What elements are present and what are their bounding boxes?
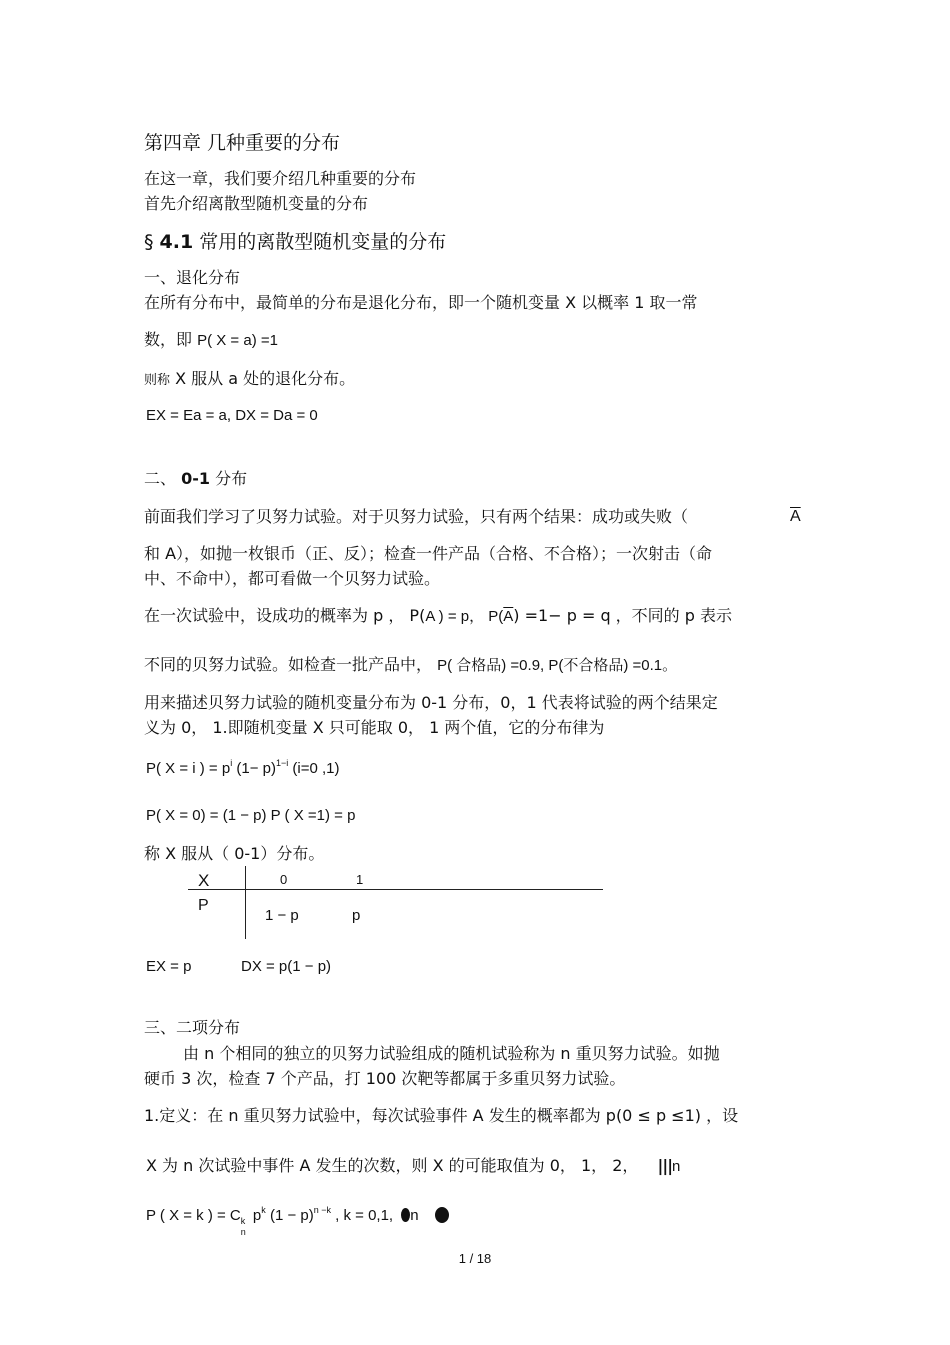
table-row2-label: P (198, 897, 209, 914)
binomial-p1-line-1: 由 n 个相同的独立的贝努力试验组成的随机试验称为 n 重贝努力试验。如抛 (183, 1044, 720, 1063)
def-line-2-text: X 为 n 次试验中事件 A 发生的次数，则 X 的可能取值为 0， 1， 2， (146, 1156, 639, 1175)
pmf-sup-i: i (230, 758, 233, 768)
zero-one-p1-line-2: 和 A），如抛一枚银币（正、反）；检查一件产品（合格、不合格）；一次射击（命 (144, 544, 713, 563)
zero-one-p2-line-2 (144, 655, 677, 676)
a-bar-symbol: $\overline{A}$ (790, 508, 801, 525)
p2-A: A (425, 608, 435, 625)
zero-one-expectation: EX = p (146, 958, 192, 975)
intro-line-1: 在这一章，我们要介绍几种重要的分布 (144, 169, 417, 188)
zero-one-variance: DX = p(1 − p) (241, 958, 332, 975)
degenerate-line-2 (144, 330, 278, 351)
p2-text-c: ) =1− p = q ，不同的 p 表示 (513, 606, 733, 625)
section-symbol: § (144, 231, 160, 253)
p2-A-bar: $\overline{A}$ (503, 608, 514, 625)
zero-one-p4: 称 X 服从（ 0-1）分布。 (144, 844, 325, 863)
pmf-c: (i=0 ,1) (288, 760, 340, 777)
ellipsis-dot-icon (401, 1208, 410, 1222)
zero-one-heading-prefix: 二、 (144, 469, 182, 488)
binomial-def-line-2 (146, 1156, 680, 1177)
binomial-pmf-formula (146, 1205, 449, 1237)
degenerate-formula: EX = Ea = a, DX = Da = 0 (146, 407, 318, 424)
degenerate-heading: 一、退化分布 (144, 268, 241, 287)
p2-text-a: 在一次试验中，设成功的概率为 p ， P( (144, 606, 426, 625)
ellipsis-dot-icon-2 (435, 1207, 449, 1223)
pmf-a: P( X = i ) = p (146, 760, 231, 777)
bpmf-sup-nk: n −k (313, 1205, 331, 1215)
pmf-formula (146, 759, 340, 779)
table-vline (245, 866, 246, 939)
table-row1-value-1: 1 (356, 872, 364, 887)
zero-one-heading-bold: 0-1 (181, 469, 210, 488)
pmf-sup-exp: 1−i (275, 758, 289, 768)
p2-line-2-text: 不同的贝努力试验。如检查一批产品中， (144, 655, 438, 674)
table-hline (188, 889, 603, 890)
def-line-2-end: n (672, 1158, 681, 1175)
page-number: 1 / 18 (458, 1251, 492, 1266)
section-heading (144, 230, 446, 254)
ellipsis-bars-icon: ||| (657, 1156, 673, 1175)
bpmf-c: (1 − p) (265, 1207, 314, 1224)
bpmf-a: P ( X = k ) = C (146, 1207, 241, 1224)
zero-one-p1-line-1: 前面我们学习了贝努力试验。对于贝努力试验，只有两个结果：成功或失败（ (144, 507, 689, 526)
binomial-p1-line-2: 硬币 3 次，检查 7 个产品，打 100 次靶等都属于多重贝努力试验。 (144, 1069, 626, 1088)
degenerate-line-3-small: 则称 (144, 373, 171, 388)
bpmf-sub-n: n (240, 1227, 246, 1237)
pmf-b: (1− p) (232, 760, 276, 777)
p2-line-2-formula: P( 合格品) =0.9, P(不合格品) =0.1。 (437, 657, 678, 674)
table-row1-value-0: 0 (280, 872, 288, 887)
table-row1-label: X (198, 871, 210, 890)
zero-one-p3-line-2: 义为 0， 1.即随机变量 X 只可能取 0， 1 两个值，它的分布律为 (144, 718, 605, 737)
bpmf-e: n (410, 1207, 419, 1224)
degenerate-line-3-rest: X 服从 a 处的退化分布。 (170, 369, 356, 388)
zero-one-p2-line-1 (144, 606, 732, 627)
p2-text-b: ) = p， P( (434, 608, 504, 625)
bpmf-d: , k = 0,1, (330, 1207, 394, 1224)
bpmf-b: p (248, 1207, 262, 1224)
bpmf-sup-k: k (240, 1216, 246, 1226)
degenerate-formula-inline: P( X = a) =1 (197, 332, 278, 349)
bpmf-sup-k2: k (261, 1205, 266, 1215)
binomial-heading: 三、二项分布 (144, 1018, 241, 1037)
zero-one-p3-line-1: 用来描述贝努力试验的随机变量分布为 0-1 分布，0，1 代表将试验的两个结果定 (144, 693, 718, 712)
binomial-def-line-1: 1.定义：在 n 重贝努力试验中，每次试验事件 A 发生的概率都为 p(0 ≤ p ≤1) ，设 (144, 1106, 739, 1125)
zero-one-heading-suffix: 分布 (210, 469, 248, 488)
table-row2-value-1: p (352, 907, 361, 924)
table-row2-value-0: 1 − p (265, 907, 299, 924)
zero-one-heading (144, 469, 247, 489)
degenerate-line-1: 在所有分布中，最简单的分布是退化分布，即一个随机变量 X 以概率 1 取一常 (144, 293, 698, 312)
degenerate-line-2-text: 数，即 (144, 330, 198, 349)
zero-one-p1-line-3: 中、不命中），都可看做一个贝努力试验。 (144, 569, 441, 588)
intro-line-2: 首先介绍离散型随机变量的分布 (144, 194, 369, 213)
section-number: 4.1 (159, 231, 194, 253)
chapter-title: 第四章 几种重要的分布 (144, 132, 341, 154)
degenerate-line-3 (144, 369, 355, 391)
pmf-values-formula: P( X = 0) = (1 − p) P ( X =1) = p (146, 807, 356, 824)
section-title: 常用的离散型随机变量的分布 (193, 231, 447, 253)
